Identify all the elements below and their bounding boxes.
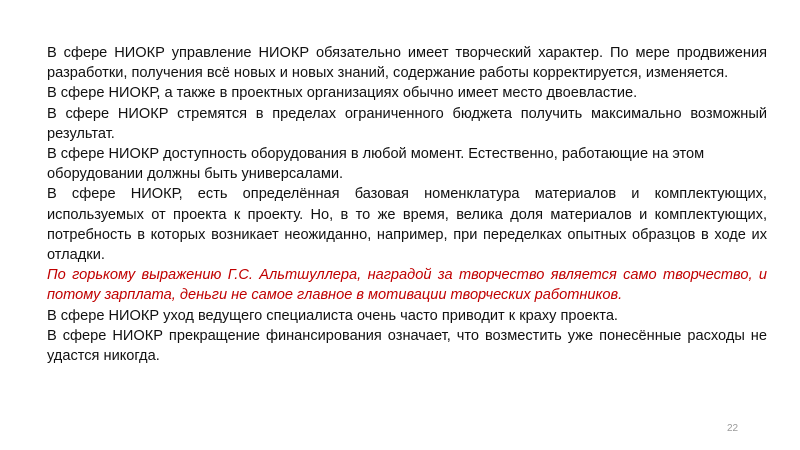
paragraph-materials-nomenclature: В сфере НИОКР, есть определённая базовая номенклатура материалов и комплектующих, используемых от проекта к проекту. Но, в то же время, велика доля материалов и комплектующих, потребность в которых возникает неожиданно, например, при переделках опытных образцов в ходе их отладки. — [47, 186, 767, 264]
paragraph-equipment-availability: В сфере НИОКР доступность оборудования в любой момент. Естественно, работающие на этом оборудовании должны быть универсалами. — [47, 146, 705, 183]
paragraph-creative-character: В сфере НИОКР управление НИОКР обязательно имеет творческий характер. По мере продвижения разработки, получения всё новых и новых знаний, содержание работы корректируется, изменяется. — [47, 45, 767, 82]
paragraph-lead-specialist: В сфере НИОКР уход ведущего специалиста очень часто приводит к краху проекта. — [47, 307, 618, 324]
paragraph-funding-termination: В сфере НИОКР прекращение финансирования означает, что возместить уже понесённые расходы не удастся никогда. — [47, 327, 767, 365]
page-number: 22 — [727, 423, 739, 434]
paragraph-dual-power: В сфере НИОКР, а также в проектных организациях обычно имеет место двоевластие. — [47, 85, 638, 102]
altshuller-quote: По горькому выражению Г.С. Альтшуллера, наградой за творчество является само творчество, и потому зарплата, деньги не самое главное в мотивации творческих работников. — [47, 267, 767, 304]
paragraph-limited-budget: В сфере НИОКР стремятся в пределах ограниченного бюджета получить максимально возможный результат. — [47, 105, 767, 142]
slide-body — [47, 43, 767, 366]
